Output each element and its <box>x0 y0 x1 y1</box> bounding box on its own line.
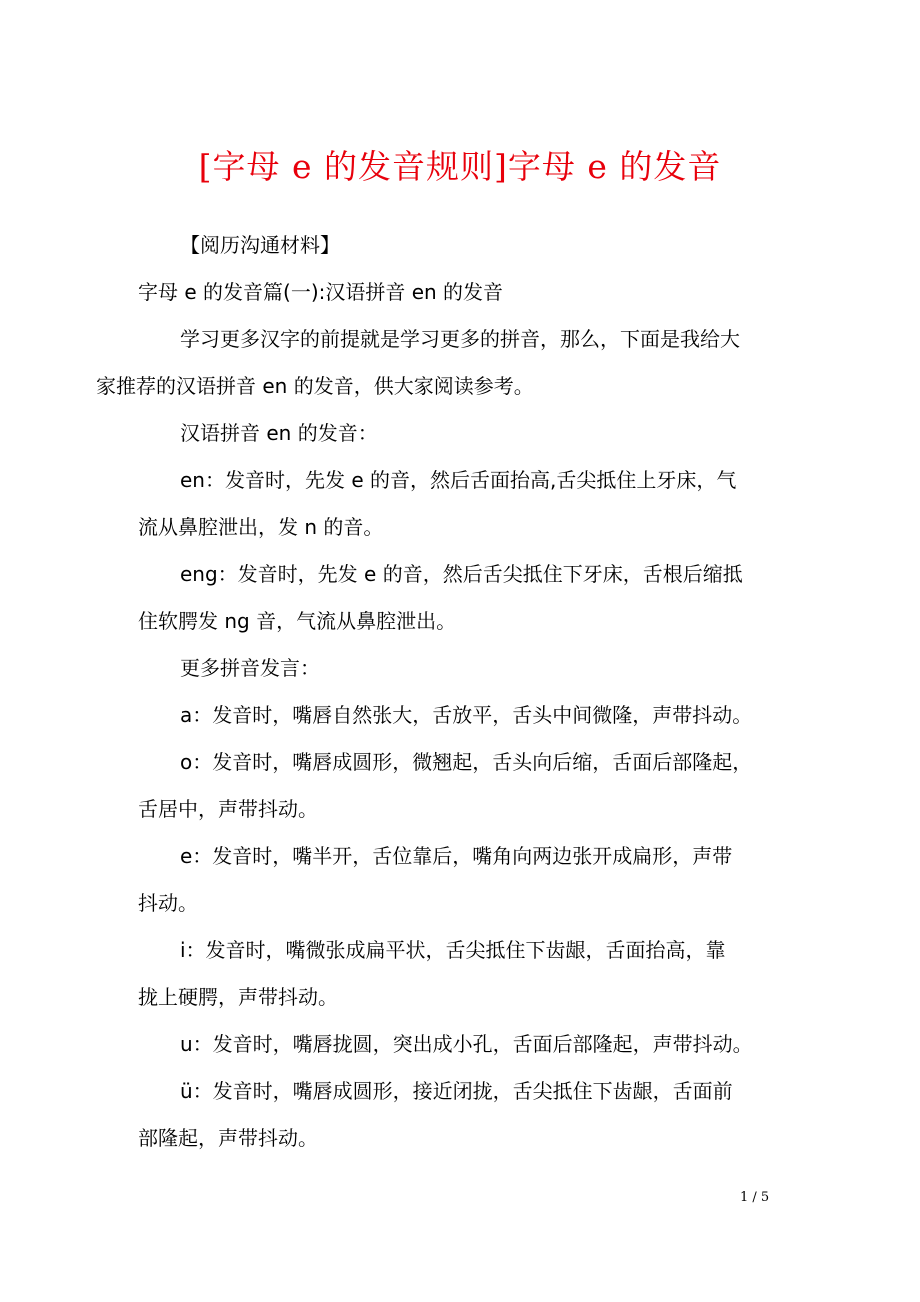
paragraph <box>138 1021 788 1068</box>
paragraph-line: 学习更多汉字的前提就是学习更多的拼音，那么，下面是我给大 <box>180 327 740 351</box>
paragraph-line: ü：发音时，嘴唇成圆形，接近闭拢，舌尖抵住下齿龈，舌面前 <box>180 1079 733 1103</box>
paragraph-line: eng：发音时，先发 e 的音，然后舌尖抵住下牙床，舌根后缩抵 <box>180 562 743 586</box>
paragraph <box>138 457 788 551</box>
paragraph-line: o：发音时，嘴唇成圆形，微翘起，舌头向后缩，舌面后部隆起， <box>180 750 753 774</box>
paragraph-line: en：发音时，先发 e 的音，然后舌面抬高,舌尖抵住上牙床，气 <box>180 468 737 492</box>
paragraph-line: 汉语拼音 en 的发音： <box>180 421 378 445</box>
section-heading: 字母 e 的发音篇(一):汉语拼音 en 的发音 <box>138 280 504 304</box>
paragraph-line: 部隆起，声带抖动。 <box>138 1126 318 1150</box>
document-body <box>96 222 788 1162</box>
paragraph-line: u：发音时，嘴唇拢圆，突出成小孔，舌面后部隆起，声带抖动。 <box>180 1032 753 1056</box>
page-number: 1 / 5 <box>740 1190 770 1205</box>
paragraph <box>138 739 788 833</box>
paragraph-line: 家推荐的汉语拼音 en 的发音，供大家阅读参考。 <box>96 374 534 398</box>
paragraph-line: i：发音时，嘴微张成扁平状，舌尖抵住下齿龈，舌面抬高，靠 <box>180 938 726 962</box>
paragraph-line: 拢上硬腭，声带抖动。 <box>138 985 338 1009</box>
page-title: [字母 e 的发音规则]字母 e 的发音 <box>198 147 722 186</box>
paragraph <box>96 316 788 410</box>
paragraph-line: 更多拼音发言： <box>180 656 320 680</box>
paragraph <box>138 410 788 457</box>
paragraph <box>138 1068 788 1162</box>
paragraph-line: 舌居中，声带抖动。 <box>138 797 318 821</box>
paragraph <box>138 692 788 739</box>
paragraph-line: 抖动。 <box>138 891 198 915</box>
paragraph <box>138 551 788 645</box>
paragraph-line: 流从鼻腔泄出，发 n 的音。 <box>138 515 384 539</box>
paragraph <box>138 927 788 1021</box>
paragraph-line: e：发音时，嘴半开，舌位靠后，嘴角向两边张开成扁形，声带 <box>180 844 733 868</box>
paragraph <box>138 645 788 692</box>
paragraph-line: a：发音时，嘴唇自然张大，舌放平，舌头中间微隆，声带抖动。 <box>180 703 753 727</box>
header-tag: 【阅历沟通材料】 <box>180 233 340 257</box>
paragraph <box>138 833 788 927</box>
paragraph-line: 住软腭发 ng 音，气流从鼻腔泄出。 <box>138 609 457 633</box>
